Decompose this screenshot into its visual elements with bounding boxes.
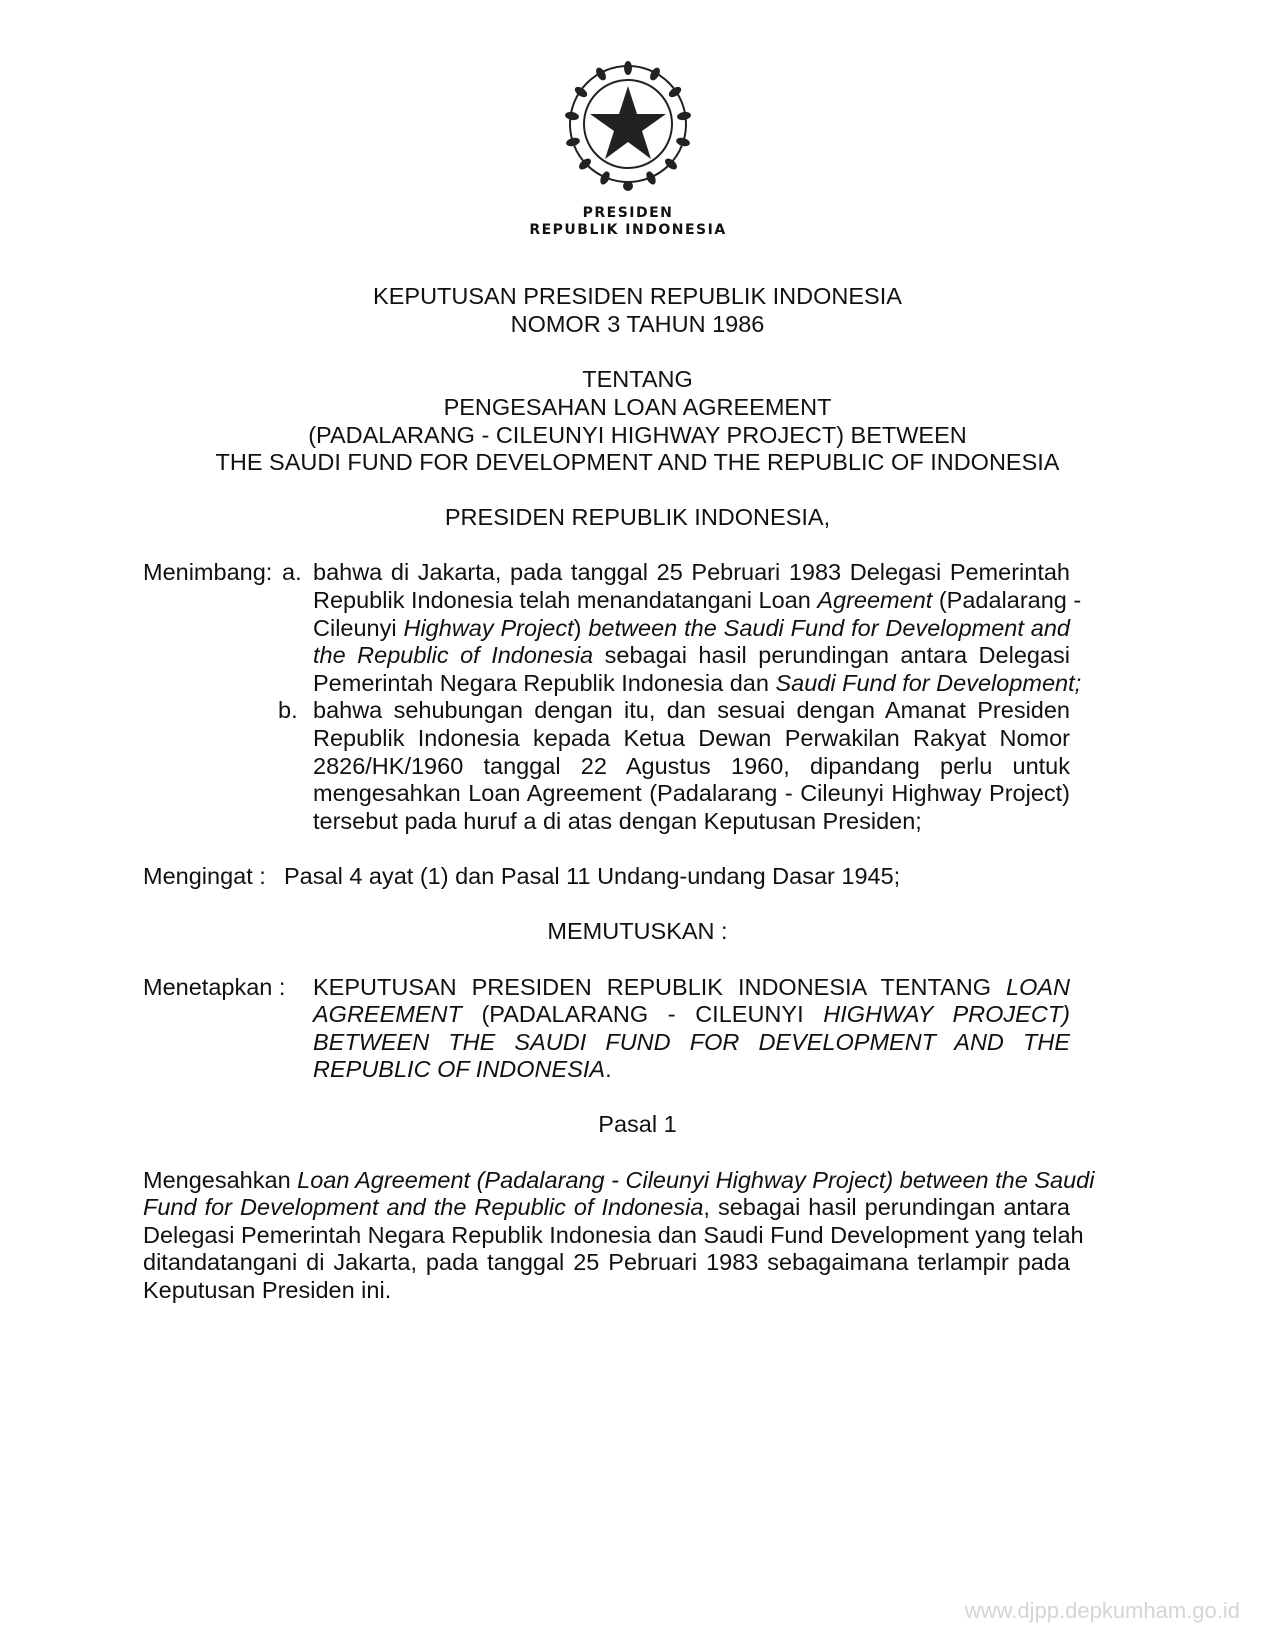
subject-line-3: THE SAUDI FUND FOR DEVELOPMENT AND THE REPUBLIC OF INDONESIA bbox=[215, 449, 1060, 475]
menimbang-b-line: tersebut pada huruf a di atas dengan Keputusan Presiden; bbox=[313, 808, 922, 834]
menimbang-a-marker: a. bbox=[282, 559, 302, 585]
subject-line-2: (PADALARANG - CILEUNYI HIGHWAY PROJECT) BETWEEN bbox=[308, 422, 967, 448]
mengingat-text: Pasal 4 ayat (1) dan Pasal 11 Undang-undang Dasar 1945; bbox=[284, 863, 901, 889]
menimbang-b-line: Republik Indonesia kepada Ketua Dewan Perwakilan Rakyat Nomor bbox=[313, 725, 1070, 751]
pasal-1-line: Delegasi Pemerintah Negara Republik Indonesia dan Saudi Fund Development yang telah bbox=[143, 1222, 1084, 1248]
menetapkan-label: Menetapkan : bbox=[143, 974, 286, 1000]
source-watermark: www.djpp.depkumham.go.id bbox=[964, 1598, 1240, 1623]
menimbang-a-line: the Republic of Indonesia sebagai hasil perundingan antara Delegasi bbox=[313, 642, 1071, 668]
mengingat-label: Mengingat : bbox=[143, 863, 266, 889]
menimbang-b-marker: b. bbox=[278, 697, 298, 723]
garuda-star-wreath-emblem-icon bbox=[553, 60, 703, 196]
menimbang-a-line: Pemerintah Negara Republik Indonesia dan Saudi Fund for Development; bbox=[313, 670, 1082, 696]
issuer-heading: PRESIDEN REPUBLIK INDONESIA, bbox=[444, 504, 831, 530]
menimbang-b-line: bahwa sehubungan dengan itu, dan sesuai dengan Amanat Presiden bbox=[313, 697, 1070, 723]
menetapkan-line: REPUBLIC OF INDONESIA. bbox=[313, 1056, 612, 1082]
menimbang-b-line: 2826/HK/1960 tanggal 22 Agustus 1960, dipandang perlu untuk bbox=[313, 753, 1070, 779]
pasal-1-line: Fund for Development and the Republic of Indonesia, sebagai hasil perundingan antara bbox=[143, 1194, 1070, 1220]
subject-line-1: PENGESAHAN LOAN AGREEMENT bbox=[443, 394, 832, 420]
tentang-heading: TENTANG bbox=[582, 366, 693, 392]
decree-number: NOMOR 3 TAHUN 1986 bbox=[510, 311, 765, 337]
emblem-caption-presiden: PRESIDEN bbox=[582, 205, 674, 221]
menimbang-a-line: Cileunyi Highway Project) between the Saudi Fund for Development and bbox=[313, 615, 1070, 641]
emblem-caption-republik: REPUBLIK INDONESIA bbox=[529, 222, 727, 238]
memutuskan-heading: MEMUTUSKAN : bbox=[547, 918, 728, 944]
menimbang-a-line: Republik Indonesia telah menandatangani Loan Agreement (Padalarang - bbox=[313, 587, 1082, 613]
pasal-1-line: ditandatangani di Jakarta, pada tanggal 25 Pebruari 1983 sebagaimana terlampir pada bbox=[143, 1249, 1070, 1275]
menimbang-b-line: mengesahkan Loan Agreement (Padalarang - Cileunyi Highway Project) bbox=[313, 780, 1070, 806]
pasal-1-heading: Pasal 1 bbox=[598, 1111, 677, 1137]
pasal-1-line: Keputusan Presiden ini. bbox=[143, 1277, 392, 1303]
pasal-1-line: Mengesahkan Loan Agreement (Padalarang - Cileunyi Highway Project) between the Saudi bbox=[143, 1167, 1095, 1193]
menetapkan-line: AGREEMENT (PADALARANG - CILEUNYI HIGHWAY PROJECT) bbox=[313, 1001, 1071, 1027]
menetapkan-line: KEPUTUSAN PRESIDEN REPUBLIK INDONESIA TENTANG LOAN bbox=[313, 974, 1070, 1000]
menimbang-a-line: bahwa di Jakarta, pada tanggal 25 Pebruari 1983 Delegasi Pemerintah bbox=[313, 559, 1070, 585]
menetapkan-line: BETWEEN THE SAUDI FUND FOR DEVELOPMENT AND THE bbox=[313, 1029, 1070, 1055]
menimbang-label: Menimbang: bbox=[143, 559, 273, 585]
decree-title: KEPUTUSAN PRESIDEN REPUBLIK INDONESIA bbox=[373, 283, 902, 309]
